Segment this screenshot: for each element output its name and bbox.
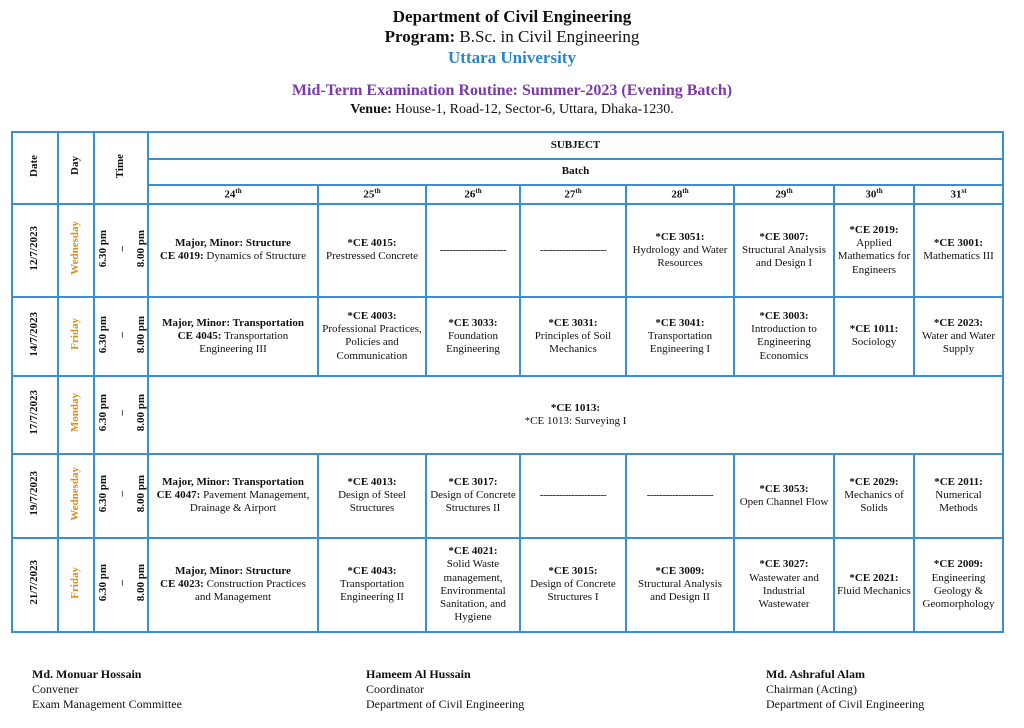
batch-header: Batch xyxy=(148,159,1003,185)
time-range xyxy=(97,230,149,267)
batch-number-header xyxy=(148,185,318,204)
subject-cell xyxy=(520,538,626,632)
day-cell xyxy=(58,454,94,538)
batch-number-header xyxy=(318,185,426,204)
subject-cell xyxy=(318,454,426,538)
batch-number: 28 xyxy=(671,188,683,201)
batch-number: 27 xyxy=(564,188,576,201)
time-end: 8.00 pm xyxy=(135,475,148,513)
batch-number-header xyxy=(734,185,834,204)
course-title: Mathematics III xyxy=(923,250,994,263)
day-cell xyxy=(58,376,94,454)
course-code: *CE 4015: xyxy=(347,237,397,250)
course-code: *CE 1011: xyxy=(849,323,899,336)
batch-number: 29 xyxy=(775,188,787,201)
subject-cell xyxy=(914,204,1003,297)
course-code: *CE 3001: xyxy=(933,237,984,250)
day-cell xyxy=(58,204,94,297)
table-row xyxy=(12,376,1003,454)
course-line xyxy=(151,489,315,515)
signature-role: Convener xyxy=(32,682,79,696)
course-code: CE 4047: xyxy=(156,489,201,502)
subject-cell xyxy=(914,538,1003,632)
university-name: Uttara University xyxy=(448,48,576,67)
course-code: *CE 4043: xyxy=(347,565,397,578)
course-code: *CE 3053: xyxy=(759,482,809,495)
department-heading: Department of Civil Engineering xyxy=(392,7,632,26)
subject-cell xyxy=(834,204,914,297)
venue-label: Venue: xyxy=(350,102,392,117)
subject-cell xyxy=(318,538,426,632)
course-code: *CE 2009: xyxy=(933,558,984,571)
signature-name: Md. Ashraful Alam xyxy=(766,667,866,681)
date-column-header-label: Date xyxy=(28,154,41,177)
batch-suffix: th xyxy=(475,187,482,195)
signature-role: Chairman (Acting) xyxy=(766,682,857,696)
course-title: Introduction to Engineering Economics xyxy=(751,323,817,362)
subject-cell xyxy=(426,454,520,538)
subject-cell xyxy=(626,297,734,376)
course-code: *CE 2029: xyxy=(849,476,899,489)
subject-cell xyxy=(914,454,1003,538)
course-code: *CE 3017: xyxy=(448,476,498,489)
course-line xyxy=(151,250,315,263)
table-row xyxy=(12,538,1003,632)
date-cell xyxy=(12,204,58,297)
time-end: 8.00 pm xyxy=(135,564,148,602)
day-value: Friday xyxy=(69,318,82,351)
signature-name: Hameem Al Hussain xyxy=(366,667,471,681)
subject-cell xyxy=(734,297,834,376)
course-code: CE 4019: xyxy=(159,250,204,263)
venue-value: House-1, Road-12, Sector-6, Uttara, Dhaka-1230. xyxy=(395,102,674,117)
time-cell xyxy=(94,376,148,454)
time-start: 6.30 pm xyxy=(97,315,109,353)
batch-number-header xyxy=(426,185,520,204)
subject-cell xyxy=(426,297,520,376)
date-value: 21/7/2023 xyxy=(28,560,41,606)
time-end: 8.00 pm xyxy=(135,394,148,432)
signature-org: Exam Management Committee xyxy=(32,697,182,711)
time-end: 8.00 pm xyxy=(135,315,148,353)
time-separator: – xyxy=(116,331,129,337)
course-title: Design of Concrete Structures I xyxy=(530,578,616,604)
time-start: 6.30 pm xyxy=(97,564,109,602)
date-cell xyxy=(12,376,58,454)
day-column-header-label: Day xyxy=(69,156,82,176)
subject-cell xyxy=(834,454,914,538)
course-code: *CE 2021: xyxy=(849,571,899,584)
course-code: *CE 3031: xyxy=(548,316,598,329)
major-minor-label: Major, Minor: Structure xyxy=(175,565,291,578)
header-row-batches xyxy=(12,185,1003,204)
subject-cell xyxy=(626,204,734,297)
course-title: Pavement Management, Drainage & Airport xyxy=(189,489,310,515)
batch-number-header xyxy=(626,185,734,204)
course-code: *CE 2019: xyxy=(849,223,899,236)
program-label: Program: xyxy=(384,27,456,46)
course-title: Principles of Soil Mechanics xyxy=(534,329,612,355)
signature-convener xyxy=(32,667,182,712)
subject-cell xyxy=(148,204,318,297)
course-code: *CE 3007: xyxy=(759,230,809,243)
course-title: Professional Practices, Policies and Communication xyxy=(322,323,422,362)
course-title: Structural Analysis and Design II xyxy=(637,578,723,604)
course-title: Solid Waste management, Environmental Sanitation, and Hygiene xyxy=(440,558,506,624)
subject-header: SUBJECT xyxy=(148,132,1003,159)
course-title: Construction Practices and Management xyxy=(194,578,306,604)
subject-cell xyxy=(834,538,914,632)
empty-slot-dashes: --------------------- xyxy=(646,489,714,502)
course-code: *CE 2011: xyxy=(934,476,983,489)
subject-cell xyxy=(318,204,426,297)
subject-cell xyxy=(520,297,626,376)
time-column-header xyxy=(94,132,148,204)
course-code: *CE 3009: xyxy=(655,565,705,578)
table-row xyxy=(12,297,1003,376)
course-title: Applied Mathematics for Engineers xyxy=(837,237,911,276)
exam-routine-table xyxy=(11,131,1004,633)
course-title: Sociology xyxy=(851,336,897,349)
subject-cell xyxy=(318,297,426,376)
major-minor-label: Major, Minor: Structure xyxy=(175,237,291,250)
date-value: 17/7/2023 xyxy=(28,390,41,436)
course-line xyxy=(151,330,315,356)
day-column-header xyxy=(58,132,94,204)
day-cell xyxy=(58,297,94,376)
header-row-batch xyxy=(12,159,1003,185)
time-separator: – xyxy=(116,410,129,416)
course-title: Fluid Mechanics xyxy=(837,584,911,597)
course-title: Structural Analysis and Design I xyxy=(741,243,827,269)
course-title: Numerical Methods xyxy=(935,489,982,515)
time-range xyxy=(97,475,149,512)
course-code: *CE 4013: xyxy=(347,476,397,489)
empty-slot-dashes: --------------------- xyxy=(539,243,607,256)
subject-cell xyxy=(426,538,520,632)
signature-org: Department of Civil Engineering xyxy=(766,697,925,711)
batch-number: 24 xyxy=(224,188,236,201)
course-title: Engineering Geology & Geomorphology xyxy=(922,571,995,611)
time-separator: – xyxy=(116,491,129,497)
day-value: Monday xyxy=(69,393,82,433)
batch-suffix: st xyxy=(961,187,967,195)
course-code: *CE 4021: xyxy=(448,545,498,558)
batch-suffix: th xyxy=(786,187,793,195)
course-title: Prestressed Concrete xyxy=(326,250,418,263)
time-start: 6.30 pm xyxy=(97,229,109,267)
signature-role: Coordinator xyxy=(366,682,424,696)
time-column-header-label: Time xyxy=(114,153,127,178)
time-cell xyxy=(94,204,148,297)
exam-title: Mid-Term Examination Routine: Summer-2023 (Evening Batch) xyxy=(291,82,733,99)
batch-suffix: th xyxy=(374,187,381,195)
course-title: Wastewater and Industrial Wastewater xyxy=(749,571,819,611)
empty-slot-dashes: --------------------- xyxy=(439,243,507,256)
day-value: Wednesday xyxy=(69,221,82,276)
batch-number: 30 xyxy=(865,188,877,201)
course-code: *CE 3003: xyxy=(759,309,809,322)
course-code: *CE 3051: xyxy=(655,230,705,243)
day-value: Wednesday xyxy=(69,466,82,521)
batch-number: 25 xyxy=(363,188,375,201)
program-value: B.Sc. in Civil Engineering xyxy=(459,27,640,46)
date-value: 19/7/2023 xyxy=(28,471,41,517)
signature-chairman xyxy=(766,667,924,712)
subject-cell xyxy=(520,454,626,538)
day-cell xyxy=(58,538,94,632)
course-line xyxy=(151,578,315,604)
header-row-subject xyxy=(12,132,1003,159)
course-title: Design of Concrete Structures II xyxy=(430,489,516,515)
course-title: *CE 1013: Surveying I xyxy=(524,414,627,427)
merged-subject-cell xyxy=(148,376,1003,454)
course-title: Mechanics of Solids xyxy=(844,489,904,515)
date-value: 14/7/2023 xyxy=(28,311,41,357)
subject-cell xyxy=(148,538,318,632)
batch-suffix: th xyxy=(876,187,883,195)
table-row xyxy=(12,454,1003,538)
batch-number-header xyxy=(914,185,1003,204)
subject-cell xyxy=(148,297,318,376)
course-code: *CE 4003: xyxy=(347,309,397,322)
course-title: Transportation Engineering II xyxy=(339,578,405,604)
course-title: Foundation Engineering xyxy=(446,329,500,355)
day-value: Friday xyxy=(69,566,82,599)
time-separator: – xyxy=(116,580,129,586)
table-row xyxy=(12,204,1003,297)
time-cell xyxy=(94,538,148,632)
course-title: Water and Water Supply xyxy=(921,329,996,355)
date-cell xyxy=(12,538,58,632)
time-end: 8.00 pm xyxy=(135,229,148,267)
date-cell xyxy=(12,454,58,538)
course-code: *CE 3041: xyxy=(655,316,705,329)
subject-cell xyxy=(734,204,834,297)
time-cell xyxy=(94,297,148,376)
batch-suffix: th xyxy=(682,187,689,195)
course-title: Design of Steel Structures xyxy=(338,489,406,515)
signature-org: Department of Civil Engineering xyxy=(366,697,525,711)
signature-name: Md. Monuar Hossain xyxy=(32,667,142,681)
batch-number-header xyxy=(834,185,914,204)
subject-cell xyxy=(626,538,734,632)
course-code: *CE 3033: xyxy=(448,316,498,329)
course-code: *CE 3015: xyxy=(548,565,598,578)
date-cell xyxy=(12,297,58,376)
course-title: Transportation Engineering III xyxy=(199,329,289,355)
course-title: Dynamics of Structure xyxy=(206,250,307,263)
batch-suffix: th xyxy=(575,187,582,195)
course-title: Hydrology and Water Resources xyxy=(632,243,728,269)
batch-number: 31 xyxy=(950,188,962,201)
course-title: Transportation Engineering I xyxy=(647,329,713,355)
batch-suffix: th xyxy=(235,187,242,195)
course-code: *CE 2023: xyxy=(933,316,984,329)
venue-line xyxy=(0,102,1024,117)
course-code: *CE 1013: xyxy=(550,401,601,414)
course-code: *CE 3027: xyxy=(759,558,809,571)
subject-cell xyxy=(426,204,520,297)
course-code: CE 4023: xyxy=(160,578,204,591)
subject-cell xyxy=(834,297,914,376)
subject-cell xyxy=(148,454,318,538)
table-body xyxy=(12,132,1003,632)
empty-slot-dashes: --------------------- xyxy=(539,489,607,502)
time-start: 6.30 pm xyxy=(97,394,109,432)
time-range xyxy=(97,564,149,601)
time-start: 6.30 pm xyxy=(97,475,109,513)
time-range xyxy=(97,316,149,353)
date-column-header xyxy=(12,132,58,204)
date-value: 12/7/2023 xyxy=(28,225,41,271)
time-cell xyxy=(94,454,148,538)
batch-number: 26 xyxy=(464,188,476,201)
time-separator: – xyxy=(116,245,129,251)
subject-cell xyxy=(520,204,626,297)
course-code: CE 4045: xyxy=(177,329,222,342)
course-title: Open Channel Flow xyxy=(739,495,829,508)
signature-coordinator xyxy=(366,667,524,712)
major-minor-label: Major, Minor: Transportation xyxy=(162,476,304,489)
subject-cell xyxy=(734,538,834,632)
batch-number-header xyxy=(520,185,626,204)
subject-cell xyxy=(914,297,1003,376)
time-range xyxy=(97,394,149,431)
subject-cell xyxy=(626,454,734,538)
major-minor-label: Major, Minor: Transportation xyxy=(162,316,304,329)
subject-cell xyxy=(734,454,834,538)
program-line xyxy=(0,28,1024,47)
